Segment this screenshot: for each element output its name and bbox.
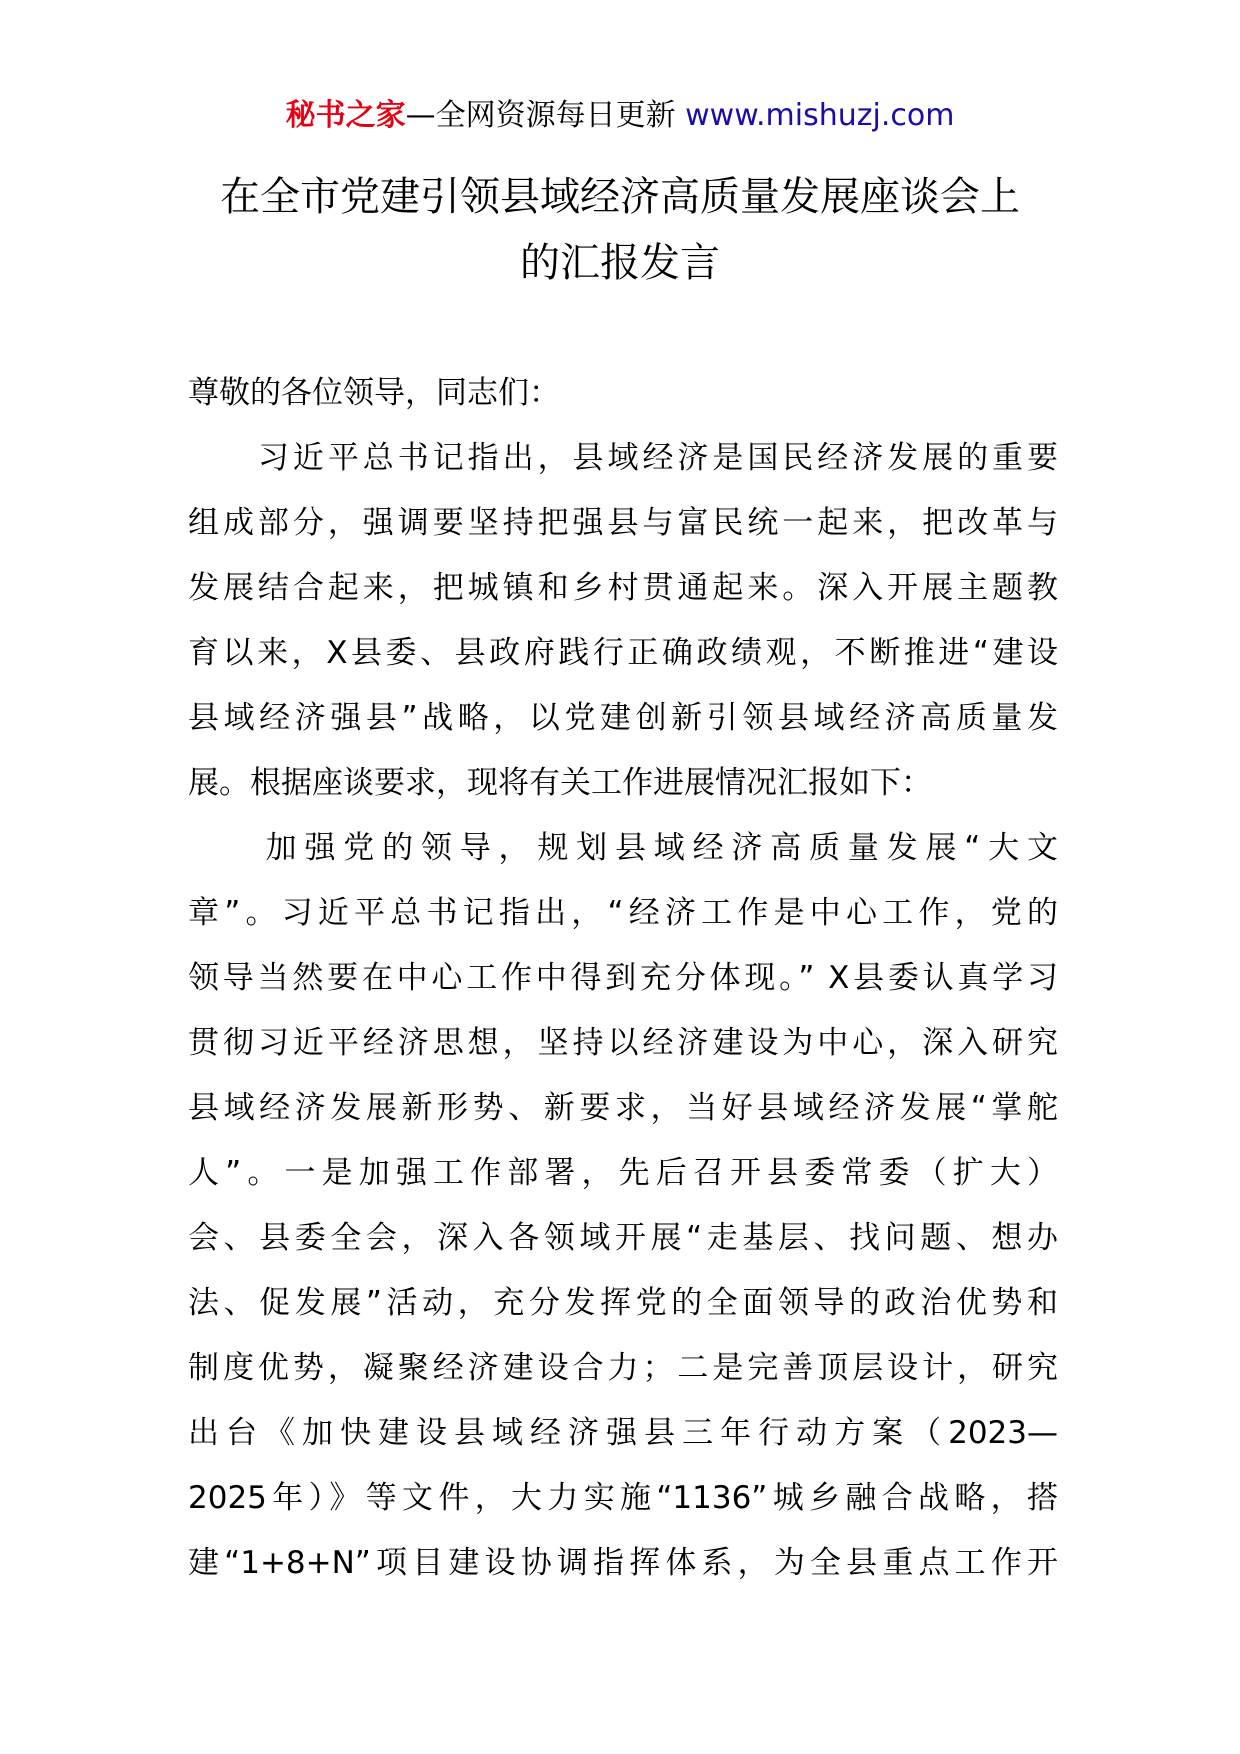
- text-line: 县域经济强县”战略，以党建创新引领县域经济高质量发: [188, 700, 1058, 736]
- text-line: 习近平总书记指出，县域经济是国民经济发展的重要: [188, 440, 1058, 476]
- title-line-1: 在全市党建引领县域经济高质量发展座谈会上: [220, 174, 1020, 220]
- text-line: 章”。习近平总书记指出，“经济工作是中心工作，党的: [188, 895, 1058, 931]
- text-line: 组成部分，强调要坚持把强县与富民统一起来，把改革与: [188, 505, 1058, 541]
- document-title: [150, 164, 1090, 296]
- text-line: 人”。一是加强工作部署，先后召开县委常委（扩大）: [188, 1155, 1058, 1191]
- text-line: 会、县委全会，深入各领域开展“走基层、找问题、想办: [188, 1220, 1058, 1256]
- text-line: 发展结合起来，把城镇和乡村贯通起来。深入开展主题教: [188, 570, 1058, 606]
- text-line: 展。根据座谈要求，现将有关工作进展情况汇报如下：: [188, 765, 932, 801]
- text-line: 法、促发展”活动，充分发挥党的全面领导的政治优势和: [188, 1285, 1058, 1321]
- text-line: 县域经济发展新形势、新要求，当好县域经济发展“掌舵: [188, 1090, 1058, 1126]
- header-tagline: —全网资源每日更新: [405, 98, 686, 133]
- text-line: 出台《加快建设县域经济强县三年行动方案（2023—: [188, 1415, 1058, 1451]
- text-line: 制度优势，凝聚经济建设合力；二是完善顶层设计，研究: [188, 1350, 1058, 1386]
- salutation: 尊敬的各位领导，同志们：: [188, 375, 560, 411]
- text-line: 贯彻习近平经济思想，坚持以经济建设为中心，深入研究: [188, 1025, 1058, 1061]
- text-line: 建“1+8+N”项目建设协调指挥体系，为全县重点工作开: [188, 1545, 1058, 1581]
- text-line: 育以来，X县委、县政府践行正确政绩观，不断推进“建设: [188, 635, 1058, 671]
- title-line-2: 的汇报发言: [520, 240, 720, 286]
- paragraph-2: [188, 816, 1058, 1596]
- brand-name: 秘书之家: [285, 98, 406, 133]
- text-line: 领导当然要在中心工作中得到充分体现。” X县委认真学习: [188, 960, 1058, 996]
- watermark-header: [0, 96, 1240, 136]
- paragraph-1: [188, 426, 1058, 816]
- header-url[interactable]: www.mishuzj.com: [685, 98, 955, 133]
- text-line: 加强党的领导，规划县域经济高质量发展“大文: [188, 830, 1058, 866]
- text-line: 2025年）》等文件，大力实施“1136”城乡融合战略，搭: [188, 1480, 1058, 1516]
- document-body: [188, 361, 1058, 1596]
